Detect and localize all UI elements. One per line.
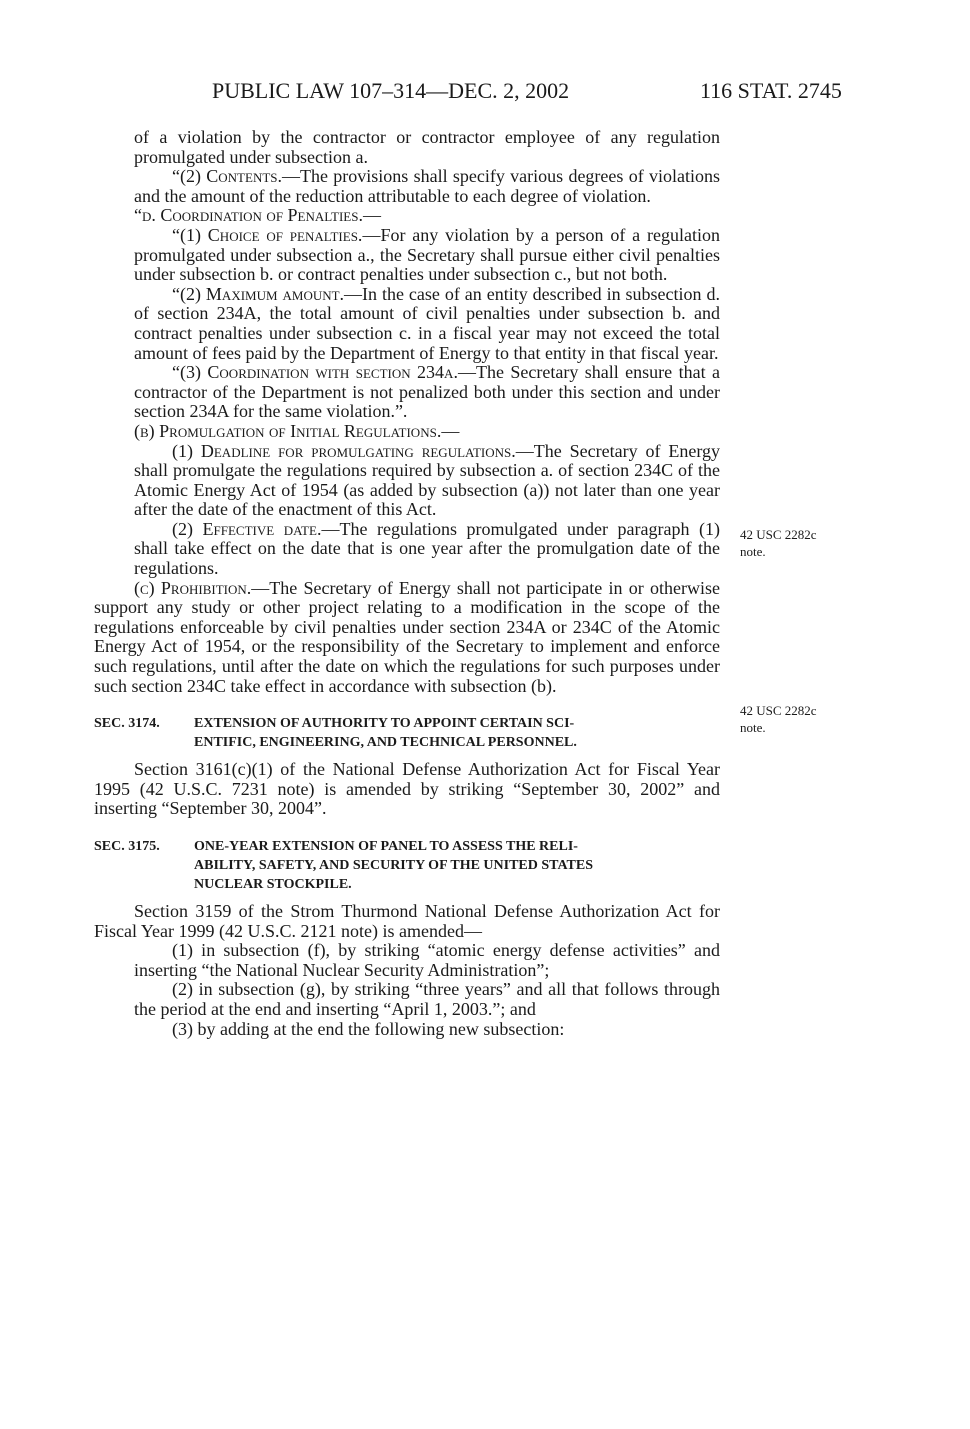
paragraph — [94, 226, 720, 285]
section-title-line: ONE-YEAR EXTENSION OF PANEL TO ASSESS THE RELI- — [194, 839, 578, 854]
body-text — [94, 128, 720, 1039]
paragraph-heading: “(1) Choice of penalties. — [172, 224, 363, 245]
paragraph — [94, 520, 720, 579]
paragraph-text: (2) in subsection (g), by striking “three years” and all that follows through the period at the end and inserting “April 1, 2003.”; and — [134, 979, 720, 1019]
section-heading — [94, 837, 720, 894]
margin-note-1 — [740, 526, 817, 560]
paragraph-heading: (1) Deadline for promulgating regulations. — [172, 440, 516, 461]
paragraph-text: —The Secretary shall ensure that a contractor of the Department is not penalized both under this section and under section 234A for the same violation.”. — [134, 362, 720, 422]
running-header-title: PUBLIC LAW 107–314—DEC. 2, 2002 — [212, 78, 570, 103]
paragraph-text: —The Secretary of Energy shall promulgate the regulations required by subsection a. of section 234C of the Atomic Energy Act of 1954 (as added by subsection (a)) not later than one year after the date of the enactment of this Act. — [134, 440, 720, 520]
section-number: SEC. 3175. — [94, 839, 160, 854]
paragraph — [94, 128, 720, 167]
paragraph-heading: “(2) Contents. — [172, 166, 282, 187]
paragraph-heading: (2) Effective date. — [172, 518, 322, 539]
paragraph — [94, 285, 720, 363]
running-header-page: 116 STAT. 2745 — [700, 78, 842, 103]
paragraph-text: —In the case of an entity described in subsection d. of section 234A, the total amount of civil penalties under subsection b. and contract penalties under subsection c. in a fiscal year may not exceed the total amount of fees paid by the Department of Energy to that entity in that fiscal year. — [134, 283, 720, 363]
paragraph — [94, 980, 720, 1019]
margin-note-1-line1: 42 USC 2282c — [740, 527, 817, 542]
paragraph — [94, 422, 720, 442]
paragraph-text: of a violation by the contractor or contractor employee of any regulation promulgated under subsection a. — [134, 127, 720, 167]
paragraph-text: Section 3161(c)(1) of the National Defense Authorization Act for Fiscal Year 1995 (42 U.S.C. 7231 note) is amended by striking “September 30, 2002” and inserting “September 30, 2004”. — [94, 759, 720, 819]
paragraph-heading: “(3) Coordination with section 234a. — [172, 362, 458, 383]
paragraph — [94, 579, 720, 697]
paragraph — [94, 167, 720, 206]
paragraph-text: —The regulations promulgated under paragraph (1) shall take effect on the date that is one year after the promulgation date of the regulations. — [134, 518, 720, 579]
paragraph — [94, 206, 720, 226]
paragraph — [94, 902, 720, 941]
section-heading — [94, 714, 720, 752]
paragraph-text: (3) by adding at the end the following new subsection: — [172, 1018, 565, 1039]
paragraph-heading: “(2) Maximum amount. — [172, 283, 345, 304]
paragraph-text: — — [362, 205, 381, 226]
paragraph-heading: “d. Coordination of Penalties. — [134, 205, 363, 226]
margin-note-2-line1: 42 USC 2282c — [740, 703, 817, 718]
paragraph — [94, 1020, 720, 1040]
paragraph-heading: (b) Promulgation of Initial Regulations. — [134, 420, 442, 441]
paragraph — [94, 363, 720, 422]
paragraph-heading: (c) Prohibition. — [134, 577, 252, 598]
section-title-line: NUCLEAR STOCKPILE. — [194, 877, 352, 892]
paragraph-text: — — [441, 420, 460, 441]
paragraph-text: Section 3159 of the Strom Thurmond National Defense Authorization Act for Fiscal Year 1999 (42 U.S.C. 2121 note) is amended— — [94, 901, 720, 941]
section-title-line: ABILITY, SAFETY, AND SECURITY OF THE UNITED STATES — [194, 858, 593, 873]
margin-note-2-line2: note. — [740, 720, 766, 735]
paragraph-text: —The provisions shall specify various degrees of violations and the amount of the reduction attributable to each degree of violation. — [134, 166, 720, 206]
paragraph-text: —The Secretary of Energy shall not participate in or otherwise support any study or other project relating to a modification in the scope of the regulations enforceable by civil penalties under section 234A or 234C of the Atomic Energy Act of 1954, or the responsibility of the Secretary to implement and enforce such regulations, until after the date on which the regulations for such purposes under such section 234C take effect in accordance with subsection (b). — [94, 577, 721, 696]
margin-note-2 — [740, 702, 817, 736]
section-title-line: ENTIFIC, ENGINEERING, AND TECHNICAL PERSONNEL. — [194, 735, 577, 751]
margin-note-1-line2: note. — [740, 544, 766, 559]
section-number: SEC. 3174. — [94, 716, 160, 732]
paragraph-text: —For any violation by a person of a regulation promulgated under subsection a., the Secretary shall pursue either civil penalties under subsection b. or contract penalties under subsection c., but not both. — [134, 224, 720, 285]
paragraph — [94, 442, 720, 520]
paragraph — [94, 941, 720, 980]
paragraph-text: (1) in subsection (f), by striking “atomic energy defense activities” and inserting “the National Nuclear Security Administration”; — [134, 940, 720, 980]
paragraph — [94, 760, 720, 819]
section-title-line: EXTENSION OF AUTHORITY TO APPOINT CERTAIN SCI- — [194, 716, 575, 732]
